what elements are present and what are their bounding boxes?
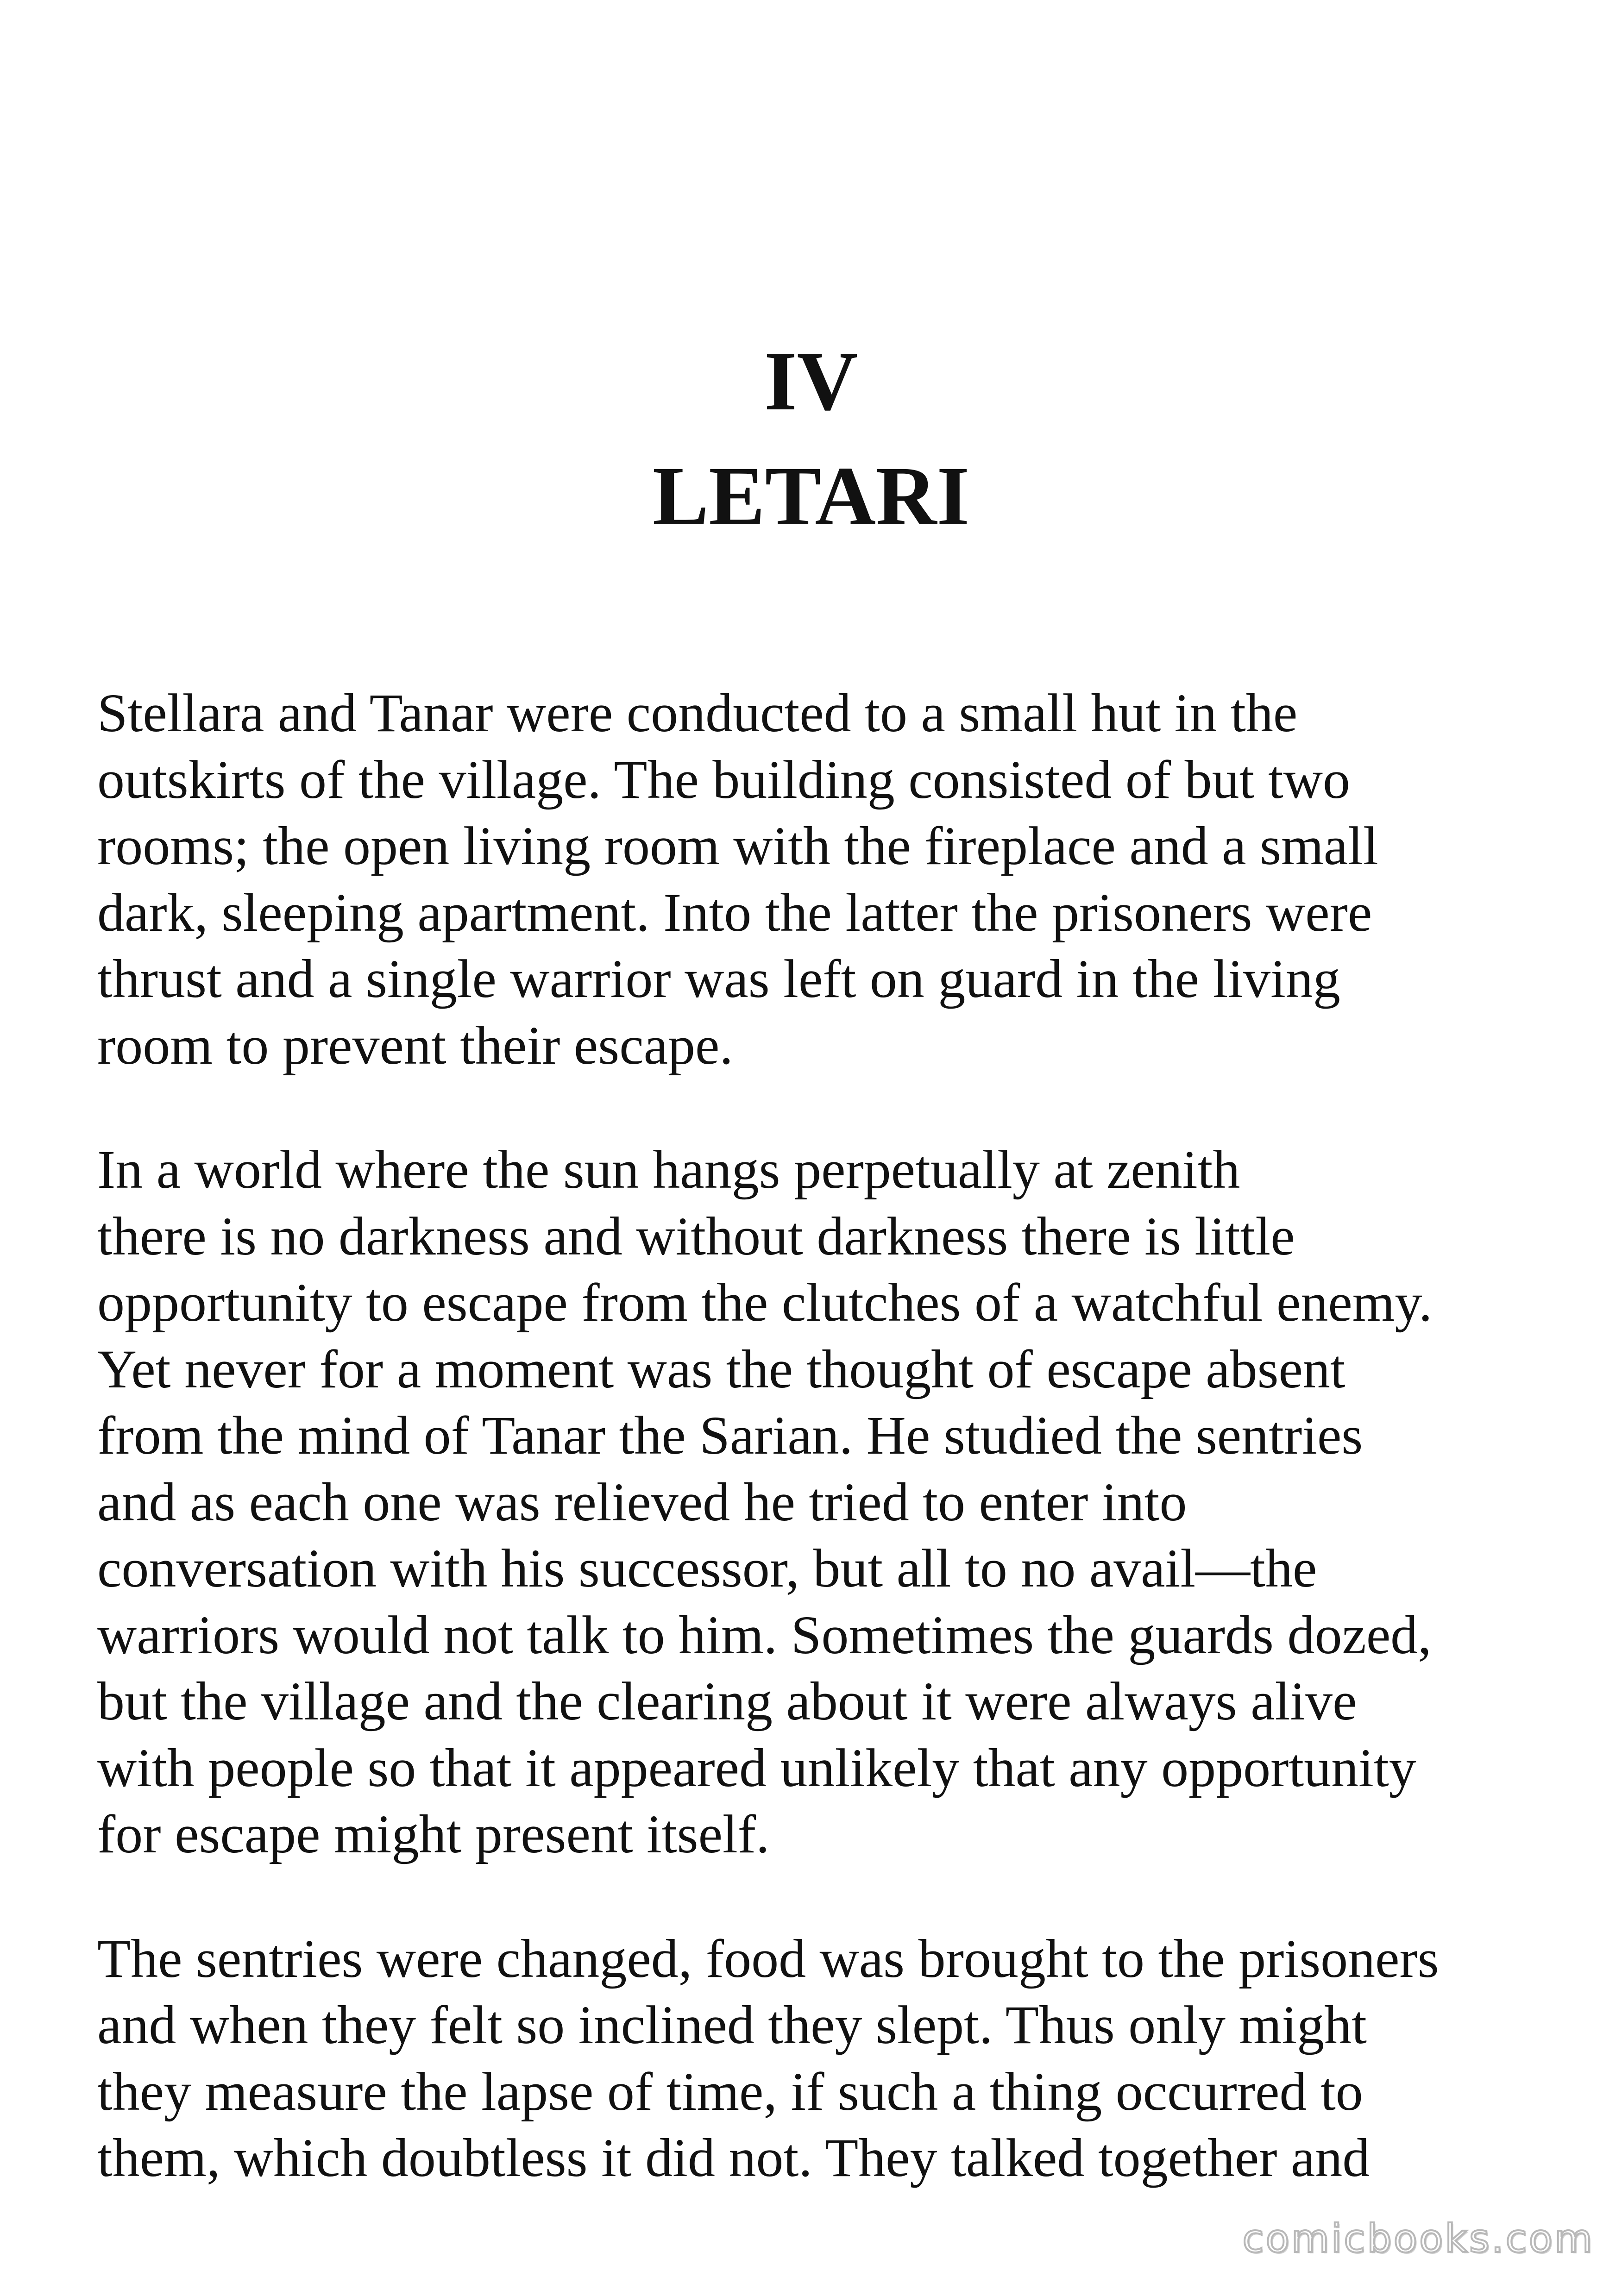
text-line: The sentries were changed, food was brought to the prisoners <box>97 1928 1439 1989</box>
text-line: rooms; the open living room with the fireplace and a small <box>97 816 1378 876</box>
chapter-title: LETARI <box>652 450 970 543</box>
text-line: thrust and a single warrior was left on guard in the living <box>97 948 1340 1009</box>
paragraph <box>97 1136 1579 1868</box>
paragraph <box>97 1926 1579 2191</box>
chapter-heading <box>0 324 1622 554</box>
text-line: dark, sleeping apartment. Into the latter the prisoners were <box>97 882 1372 943</box>
text-line: outskirts of the village. The building consisted of but two <box>97 749 1350 810</box>
text-line: room to prevent their escape. <box>97 1015 733 1076</box>
text-line: them, which doubtless it did not. They talked together and <box>97 2127 1370 2188</box>
paragraph <box>97 680 1579 1079</box>
text-line: but the village and the clearing about it were always alive <box>97 1671 1357 1731</box>
text-line: with people so that it appeared unlikely that any opportunity <box>97 1737 1416 1798</box>
text-line: opportunity to escape from the clutches of a watchful enemy. <box>97 1272 1433 1333</box>
watermark: comicbooks.com <box>1242 2216 1594 2261</box>
text-line: and as each one was relieved he tried to enter into <box>97 1471 1187 1532</box>
text-line: for escape might present itself. <box>97 1804 770 1864</box>
text-line: from the mind of Tanar the Sarian. He studied the sentries <box>97 1405 1363 1466</box>
text-line: they measure the lapse of time, if such a thing occurred to <box>97 2061 1363 2122</box>
text-line: In a world where the sun hangs perpetually at zenith <box>97 1139 1240 1200</box>
text-line: warriors would not talk to him. Sometimes the guards dozed, <box>97 1604 1432 1665</box>
text-line: there is no darkness and without darkness there is little <box>97 1205 1295 1267</box>
text-line: Yet never for a moment was the thought of escape absent <box>97 1338 1345 1399</box>
chapter-number: IV <box>764 335 858 428</box>
body-text <box>97 680 1579 2249</box>
text-line: and when they felt so inclined they slept. Thus only might <box>97 1995 1367 2055</box>
text-line: Stellara and Tanar were conducted to a small hut in the <box>97 683 1298 743</box>
text-line: conversation with his successor, but all to no avail—the <box>97 1538 1317 1599</box>
